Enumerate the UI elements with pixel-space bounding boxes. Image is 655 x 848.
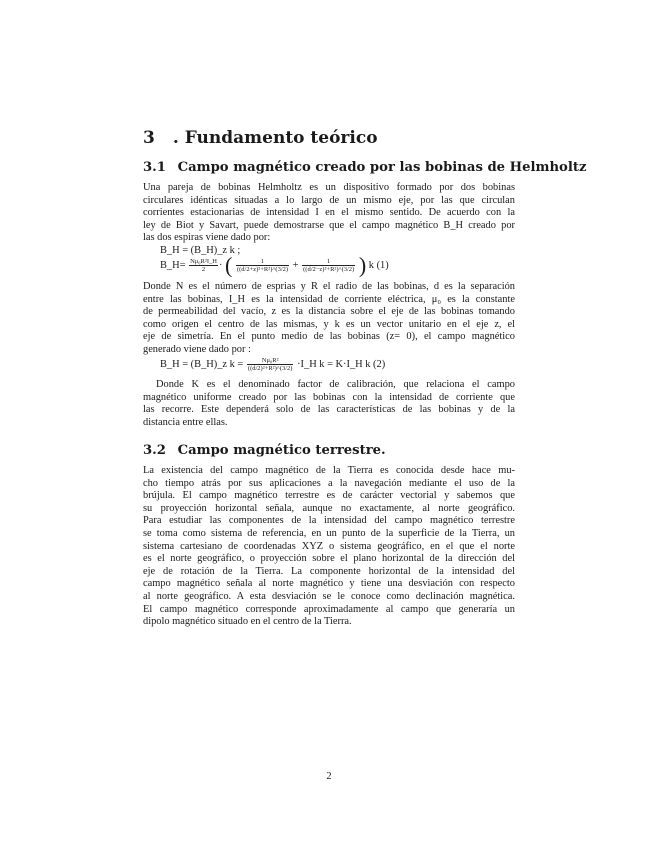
eq1-coefficient [189,258,218,273]
eq2-denominator: ((d/2)²+R²)^(3/2) [247,365,293,372]
page-number: 2 [326,771,332,782]
eq1-term1-numerator: 1 [236,258,289,266]
eq1-term2-numerator: 1 [302,258,355,266]
subsection-heading-terrestrial [143,443,386,458]
text-line: ley de Biot y Savart, puede demostrarse que el campo magnético B_H creado por [143,219,515,231]
subsection-number: 3.1 [143,160,166,175]
text-line: su proyección horizontal señala, aunque no exactamente, al norte geográfico. [143,502,515,514]
text-line: brújula. El campo magnético terrestre es de carácter vectorial y sabemos que [143,490,515,502]
eq2-numerator: Nμ₀R² [247,357,294,365]
text-line: entre las bobinas, I_H es la intensidad de corriente eléctrica, μ₀ es la constante [143,293,515,305]
text-line: La existencia del campo magnético de la Tierra es conocida desde hace mu- [143,465,515,476]
text-line: sistema cartesiano de coordenadas XYZ o sistema geográfico, en el que el norte [143,540,515,552]
subsection-number: 3.2 [143,443,166,458]
eq1-term2-denominator: ((d/2−z)²+R²)^(3/2) [303,266,355,273]
text-line: magnético uniforme creado por las bobinas con la intensidad de corriente que [143,391,515,403]
eq2-tail: ·I_H k = K·I_H k (2) [297,358,386,370]
text-line: circulares idénticas situadas a lo largo de un mismo eje, por las que circulan [143,194,515,206]
eq1-open-paren: ( [225,252,233,278]
section-heading [143,128,378,148]
text-line: eje de rotación de la Tierra. La componente horizontal de la intensidad del [143,565,515,577]
text-line: El campo magnético corresponde aproximadamente al campo que generaría un [143,603,515,615]
eq2-lhs: B_H = (B_H)_z k = [160,358,244,370]
section-number: 3 [143,128,155,148]
paragraph-calibration [143,379,515,429]
eq1-term1-denominator: ((d/2+z)²+R²)^(3/2) [236,266,289,273]
text-line: dipolo magnético situado en el centro de la Tierra. [143,616,352,628]
text-line: corrientes estacionarias de intensidad I en el mismo sentido. De acuerdo con la [143,207,515,219]
paragraph-variables [143,281,515,357]
eq1-coef-denominator: 2 [201,266,206,273]
text-line: de permeabilidad del vacío, z es la distancia sobre el eje de las bobinas tomando [143,306,515,318]
equation-bh-vector: B_H = (B_H)_z k ; [160,245,241,256]
text-line: eje de simetría. En el punto medio de las bobinas (z= 0), el campo magnético [143,331,515,343]
text-line: Donde N es el número de esprias y R el radio de las bobinas, d es la separación [143,281,515,292]
text-line: campo magnético señala al norte magnético y tiene una desviación con respecto [143,578,515,590]
text-line: Una pareja de bobinas Helmholtz es un dispositivo formado por dos bobinas [143,182,515,193]
subsection-title: Campo magnético creado por las bobinas de Helmholtz [177,160,587,175]
text-line: cho tiempo atrás por sus aplicaciones a la navegación mediante el uso de la [143,477,515,489]
subsection-title: Campo magnético terrestre. [177,443,386,458]
text-line: distancia entre ellas. [143,416,228,428]
text-line: es el norte geográfico, o proyección sobre el plano horizontal de la dirección del [143,553,515,565]
equation-1: B_H= $\frac{\text{Nμ₀R²I\_H}}{2}$ · ( $\frac{1}{\text{((d/2+z)²+R²)\textasciicircum{}(3/2)}}$ + $\frac{1}{\text{((d/2−z)²+R²)\textasciicircum{}(3/2)}}$ ) k (1) [160,252,389,278]
text-line: como origen el centro de las mismas, y k es un vector unitario en el eje z, el [143,318,515,330]
section-title: . Fundamento teórico [172,128,378,148]
text-line: se toma como sistema de referencia, en un punto de la superficie de la Tierra, un [143,527,515,539]
eq2-fraction [247,357,294,372]
equation-2 [160,357,385,372]
eq1-coef-numerator: Nμ₀R²I_H [190,258,217,265]
eq1-tail: k (1) [368,259,389,271]
text-line: las dos espiras viene dado por: [143,232,271,244]
subsection-heading-helmholtz [143,160,586,175]
text-line: las recorre. Este dependerá solo de las características de las bobinas y de la [143,404,515,416]
text-line: al norte geográfico. A esta desviación se le conoce como declinación magnética. [143,590,515,602]
eq1-close-paren: ) [358,252,367,278]
eq1-term1 [236,258,289,273]
eq1-lhs: B_H= [160,259,186,271]
text-line: Para estudiar las componentes de la intensidad del campo magnético terrestre [143,515,515,527]
paragraph-helmholtz-intro [143,182,515,245]
paragraph-earth-field [143,465,515,629]
eq1-term2 [302,258,355,273]
text-line: generado viene dado por : [143,343,251,355]
text-line: Donde K es el denominado factor de calibración, que relaciona el campo [156,379,515,390]
